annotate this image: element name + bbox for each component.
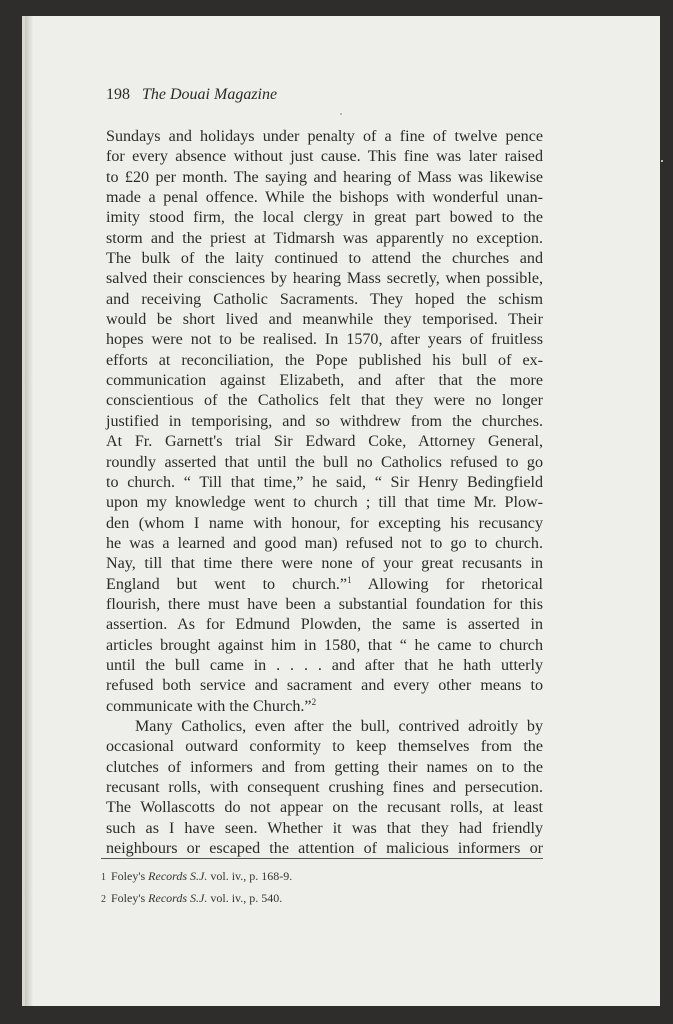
text-line: such as I have seen. Whether it was that they had friendly (106, 819, 543, 837)
page-number: 198 (106, 86, 130, 103)
text-line: assertion. As for Edmund Plowden, the same is asserted in (106, 616, 543, 634)
paragraph-2 (106, 717, 543, 859)
text-line: The bulk of the laity continued to attend the churches and (106, 250, 543, 268)
text-line: Nay, till that time there were none of your great recusants in (106, 555, 543, 573)
text-line: would be short lived and meanwhile they temporised. Their (106, 311, 543, 329)
text-line: den (whom I name with honour, for excepting his recusancy (106, 514, 543, 532)
paper-speck (340, 113, 342, 115)
text-line: occasional outward conformity to keep themselves from the (106, 738, 543, 756)
text-line: At Fr. Garnett's trial Sir Edward Coke, Attorney General, (106, 433, 543, 451)
footnote-1: 1 Foley's Records S.J. vol. iv., p. 168-9. (101, 869, 293, 883)
text-line: recusant rolls, with consequent crushing fines and persecution. (106, 779, 543, 796)
text-line: neighbours or escaped the attention of malicious informers or (106, 840, 543, 858)
text-line: salved their consciences by hearing Mass secretly, when possible, (106, 270, 543, 288)
running-title: The Douai Magazine (142, 86, 278, 103)
text-line: Sundays and holidays under penalty of a fine of twelve pence (106, 128, 543, 145)
page-gutter (25, 16, 33, 1006)
body-text (106, 127, 543, 859)
text-line: storm and the priest at Tidmarsh was apparently no exception. (106, 229, 543, 247)
text-line: flourish, there must have been a substantial foundation for this (106, 595, 543, 613)
text-line: communicate with the Church.”$^2$ (106, 696, 317, 715)
text-line: he was a learned and good man) refused not to go to church. (106, 534, 543, 552)
text-line: clutches of informers and from getting their names on to the (106, 758, 543, 776)
text-line: refused both service and sacrament and every other means to (106, 677, 543, 695)
text-line: communication against Elizabeth, and after that the more (106, 372, 543, 390)
footnote-rule (101, 858, 543, 859)
text-line: made a penal offence. While the bishops with wonderful unan- (106, 189, 543, 207)
text-line: for every absence without just cause. This fine was later raised (106, 148, 543, 166)
footnotes (101, 866, 543, 910)
text-line: and receiving Catholic Sacraments. They hoped the schism (106, 290, 543, 308)
text-line: efforts at reconciliation, the Pope published his bull of ex- (106, 351, 543, 369)
footnote-ref-1: 1 (347, 574, 352, 585)
text-line: conscientious of the Catholics felt that they were no longer (106, 392, 543, 410)
text-line: Many Catholics, even after the bull, contrived adroitly by (135, 717, 543, 735)
text-line: The Wollascotts do not appear on the recusant rolls, at least (106, 799, 543, 817)
paper-speck (661, 160, 663, 162)
footnote-ref-2: 2 (311, 696, 317, 707)
text-line: articles brought against him in 1580, that “ he came to church (106, 636, 543, 654)
text-line: hopes were not to be realised. In 1570, after years of fruitless (106, 331, 543, 349)
footnote-2: 2 Foley's Records S.J. vol. iv., p. 540. (101, 891, 283, 905)
text-line: upon my knowledge went to church ; till that time Mr. Plow- (106, 494, 543, 512)
running-header (106, 86, 277, 104)
paragraph-1 (106, 127, 543, 717)
text-line: justified in temporising, and so withdrew from the churches. (106, 412, 543, 430)
text-line: to £20 per month. The saying and hearing of Mass was likewise (106, 168, 543, 186)
text-line: until the bull came in . . . . and after that he hath utterly (106, 656, 543, 674)
text-line: imity stood firm, the local clergy in great part bowed to the (106, 209, 543, 227)
text-line: roundly asserted that until the bull no Catholics refused to go (106, 453, 543, 471)
text-line: England but went to church.”$^1$ Allowing for rhetorical (106, 574, 543, 593)
text-line: to church. “ Till that time,” he said, “ Sir Henry Bedingfield (106, 473, 543, 491)
